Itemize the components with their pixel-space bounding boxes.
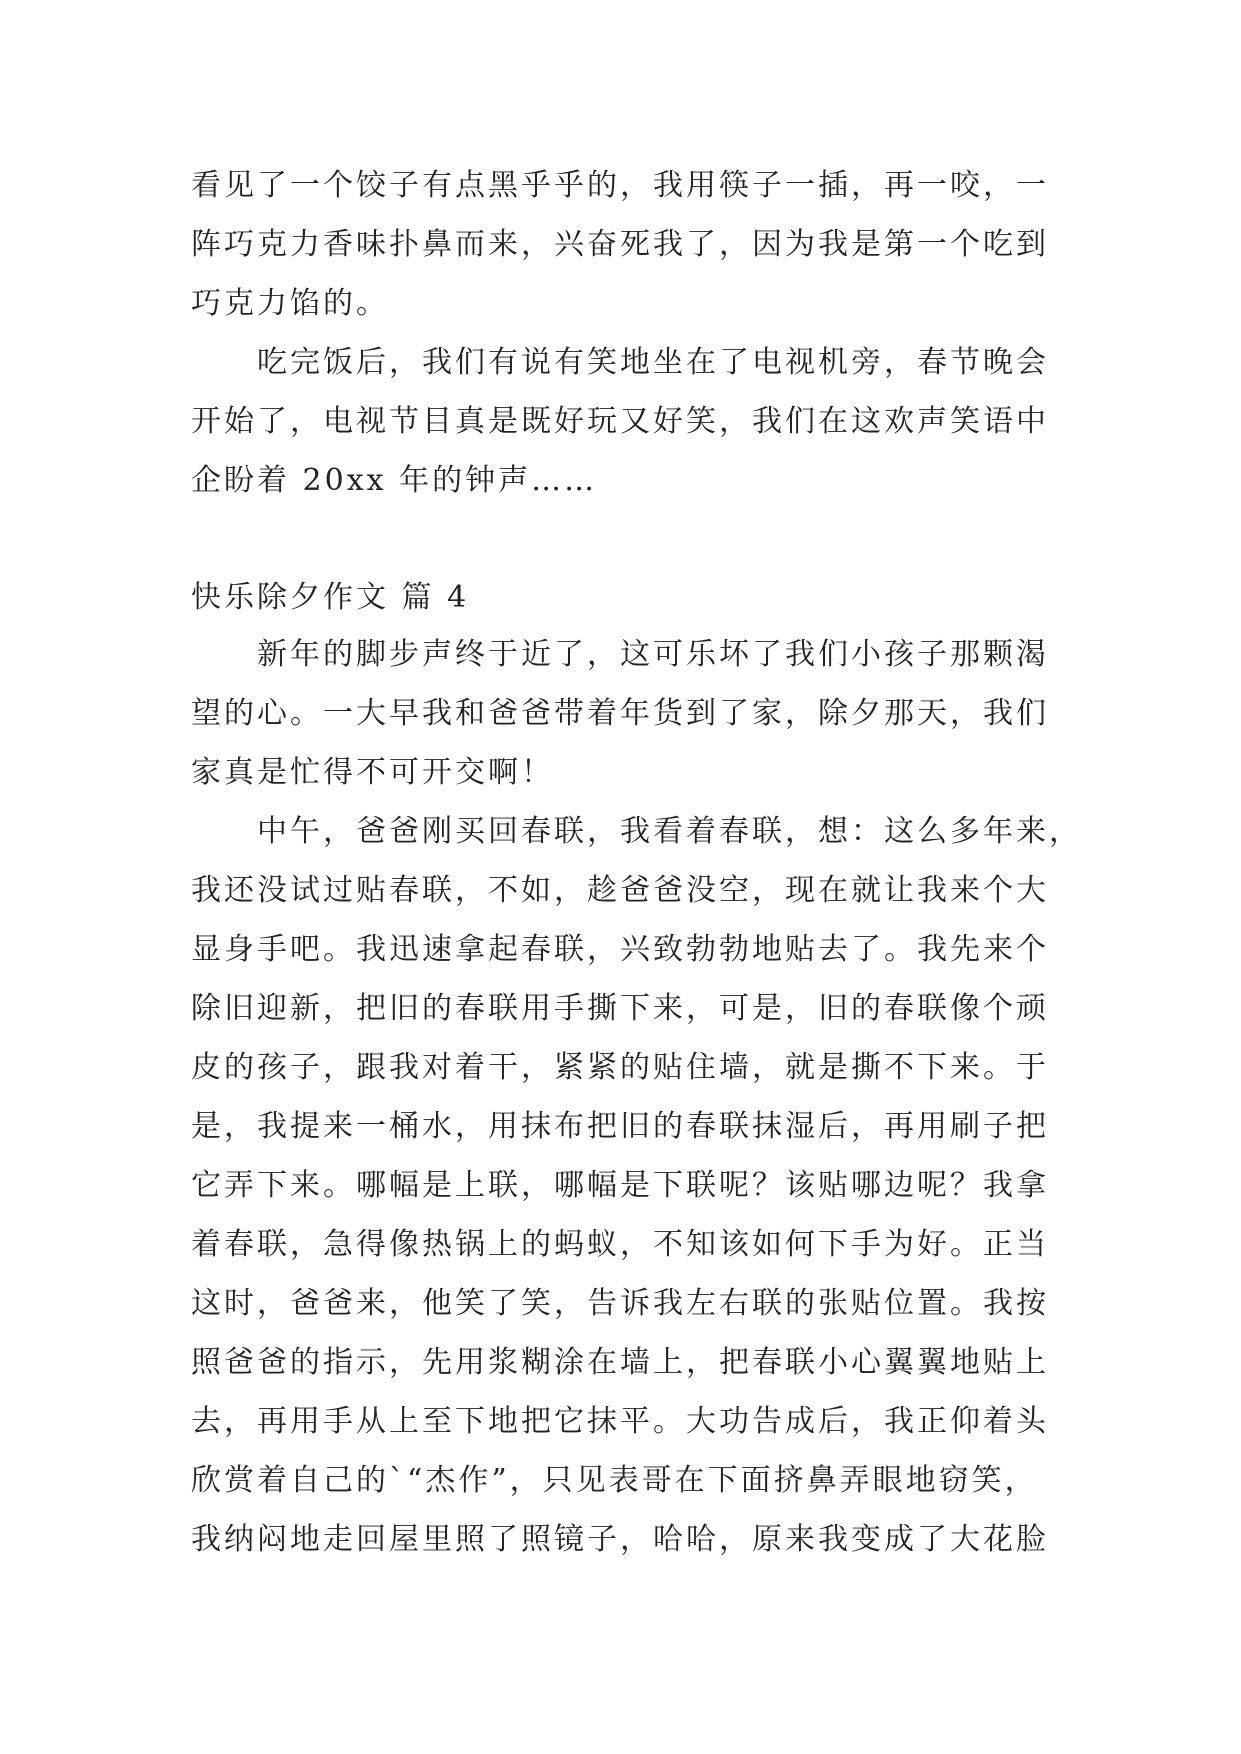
paragraph-line: 除旧迎新，把旧的春联用手撕下来，可是，旧的春联像个顽 xyxy=(191,991,1049,1026)
paragraph-3 xyxy=(191,625,1061,802)
paragraph-4 xyxy=(191,802,1082,1569)
paragraph-line: 中午，爸爸刚买回春联，我看着春联，想：这么多年来， xyxy=(257,814,1082,849)
paragraph-line: 照爸爸的指示，先用浆糊涂在墙上，把春联小心翼翼地贴上 xyxy=(191,1345,1049,1380)
paragraph-line: 它弄下来。哪幅是上联，哪幅是下联呢？该贴哪边呢？我拿 xyxy=(191,1168,1049,1203)
paragraph-2 xyxy=(191,333,1061,510)
paragraph-line: 去，再用手从上至下地把它抹平。大功告成后，我正仰着头 xyxy=(191,1404,1049,1439)
paragraph-line: 这时，爸爸来，他笑了笑，告诉我左右联的张贴位置。我按 xyxy=(191,1286,1049,1321)
section-heading: 快乐除夕作文 篇 4 xyxy=(191,580,470,615)
paragraph-line: 巧克力馅的。 xyxy=(191,286,389,321)
paragraph-line: 我纳闷地走回屋里照了照镜子，哈哈，原来我变成了大花脸 xyxy=(191,1522,1049,1557)
paragraph-line: 阵巧克力香味扑鼻而来，兴奋死我了，因为我是第一个吃到 xyxy=(191,227,1049,262)
text-block-top xyxy=(191,156,1061,510)
paragraph-line: 欣赏着自己的`“杰作”，只见表哥在下面挤鼻弄眼地窃笑， xyxy=(191,1463,1038,1498)
paragraph-line: 皮的孩子，跟我对着干，紧紧的贴住墙，就是撕不下来。于 xyxy=(191,1050,1049,1085)
paragraph-line: 是，我提来一桶水，用抹布把旧的春联抹湿后，再用刷子把 xyxy=(191,1109,1049,1144)
paragraph-line: 看见了一个饺子有点黑乎乎的，我用筷子一插，再一咬，一 xyxy=(191,168,1049,203)
paragraph-line: 企盼着 20xx 年的钟声…… xyxy=(191,463,598,498)
paragraph-line: 吃完饭后，我们有说有笑地坐在了电视机旁，春节晚会 xyxy=(257,345,1049,380)
paragraph-line: 新年的脚步声终于近了，这可乐坏了我们小孩子那颗渴 xyxy=(257,637,1049,672)
text-block-bottom xyxy=(191,625,1082,1569)
paragraph-line: 家真是忙得不可开交啊！ xyxy=(191,755,554,790)
paragraph-line: 着春联，急得像热锅上的蚂蚁，不知该如何下手为好。正当 xyxy=(191,1227,1049,1262)
paragraph-line: 望的心。一大早我和爸爸带着年货到了家，除夕那天，我们 xyxy=(191,696,1049,731)
paragraph-line: 显身手吧。我迅速拿起春联，兴致勃勃地贴去了。我先来个 xyxy=(191,932,1049,967)
paragraph-1 xyxy=(191,156,1061,333)
paragraph-line: 我还没试过贴春联，不如，趁爸爸没空，现在就让我来个大 xyxy=(191,873,1049,908)
paragraph-line: 开始了，电视节目真是既好玩又好笑，我们在这欢声笑语中 xyxy=(191,404,1049,439)
